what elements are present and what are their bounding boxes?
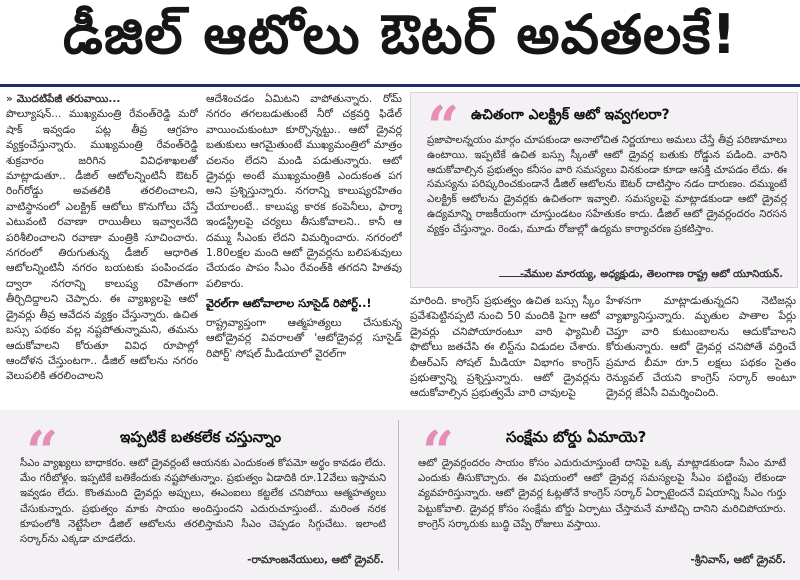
article-text-col3: మారింది. కాంగ్రెస్‌ ప్రభుత్వం ఉచిత బస్సు స్కీం ప్రవేశపెట్టినప్పటి నుంచి 50 మందికి పైగా ఆటో డ్రైవర్లు చనిపోయారంటూ వారి ఫ్యామిలీ ఫొటోలు జతచేసి ఈ లిస్ట్‌ను విడుదల చేశారు. బీఆర్‌ఎస్‌ సోషల్‌ మీడియా విభాగం కాంగ్రెస్‌ ప్రభుత్వాన్ని ప్రశ్నిస్తున్నారు. ఆటో డ్రైవర్లను ఆదుకోవాల్సిన ప్రభుత్వమే వారి చావులపై <box>410 295 600 400</box>
quote-box-top-title: ఉచితంగా ఎలక్ట్రిక్‌ ఆటో ఇవ్వగలరా? <box>471 107 670 123</box>
page-headline: డీజిల్ ఆటోలు ఔటర్ అవతలకే! <box>62 2 738 66</box>
bottom-divider <box>398 420 399 570</box>
headline-rule <box>0 84 800 87</box>
quote-icon: “ <box>427 94 460 160</box>
quote-box-right <box>406 414 794 576</box>
quote-box-left-signature: -రామాంజనేయులు, ఆటో డ్రైవర్‌. <box>247 554 384 566</box>
quote-icon: “ <box>26 419 59 485</box>
quote-box-top-body: ప్రజాపాలన్నయం మార్గం చూపకుండా అనాలోచిత నిర్ణయాలు అమలు చేస్తే తీవ్ర పరిణామాలు ఉంటాయి. ఇప్పటికే ఉచిత బస్సు స్కీంతో ఆటో డ్రైవర్ల బతుకు రోడ్డున పడింది. వారిని ఆదుకోవాల్సిన ప్రభుత్వం కనీసం వారి సమస్యలు వినకుండా కూడా ఆసక్తి చూపడం లేదు. ఈ సమస్యను పరిష్కరించకుండానే డీజిల్‌ ఆటోలను ఔటర్‌ దాటిస్తాం నడం దారుణం. దమ్ముంటే ఎలక్ట్రిక్‌ ఆటోలను డ్రైవర్లకు ఉచితంగా ఇవ్వాలి. సమస్యలపై మాట్లాడకుండా ఆటో డ్రైవర్ల ఉద్యమాన్ని రాజకీయంగా చూస్తుండటం సహేతుకం కాదు. డీజిల్‌ ఆటో డ్రైవర్లందరం నిరసన వ్యక్తం చేస్తున్నాం. రెండు, మూడు రోజుల్లో ఉద్యమ కార్యాచరణ ప్రకటిస్తాం. <box>427 134 787 235</box>
quote-box-left-body: సీఎం వ్యాఖ్యలు బాధాకరం. ఆటో డ్రైవర్లంటే ఆయనకు ఎందుకంత కోపమో అర్థం కావడం లేదు. మేం గరీబోళ్లం. ఇప్పటికే బతికేందుకు నష్టపోతున్నాం. ప్రభుత్వం ఏడాదికి రూ.12వేలు ఇస్తామని ఇవ్వడం లేదు. కొంతమంది డ్రైవర్లు అప్పులు, ఈఎంఐలు కట్టలేక చనిపోయి ఆత్మహత్యలు చేసుకున్నారు. ప్రభుత్వం మాకు సాయం అందిస్తుందని ఎదురుచూస్తుంటే.. మరింత నరక కూపంలోకి నెట్టేసేలా డీజిల్‌ ఆటోలను తరలిస్తామని సీఎం చెప్పడం సిగ్గుచేటు. ఇలాంటి సర్కార్‌ను ఎక్కడా చూడలేదు. <box>20 458 386 546</box>
article-column-4 <box>606 294 796 406</box>
quote-box-right-title: సంక్షేమ బోర్డు ఏమాయె? <box>506 428 647 446</box>
article-text-col1: పొల్యూషన్‌... ముఖ్యమంత్రి రేవంత్‌రెడ్డి మరో షాక్‌ ఇవ్వడం పట్ల తీవ్ర ఆగ్రహం వ్యక్తంచేస్తున్నారు. ముఖ్యమంత్రి రేవంత్‌రెడ్డి శుక్రవారం జరిగిన వివిధశాఖలతో మాట్లాడుతూ.. డీజిల్‌ ఆటోలన్నింటినీ ఔటర్‌ రింగ్‌రోడ్డు అవతలికి తరలించాలని, వాటిస్థానంలో ఎలక్ట్రిక్‌ ఆటోలు కొనుగోలు చేస్తే ఎటువంటి రవాణా రాయితీలు ఇవ్వాలనేది పరిశీలించాలని రవాణా మంత్రికి సూచించారు. నగరంలో తిరుగుతున్న డీజిల్‌ ఆధారిత ఆటోలన్నింటినీ నగరం బయటకు పంపించడం ద్వారా నగరాన్ని కాలుష్య రహితంగా తీర్చిదిద్దాలని చెప్పారు. ఈ వ్యాఖ్యలపై ఆటో డ్రైవర్లు తీవ్ర ఆవేదన వ్యక్తం చేస్తున్నారు. ఉచిత బస్సు పథకం వల్ల నష్టపోతున్నామని, తమను ఆదుకోవాలని కోరుతూ వివిధ రూపాల్లో ఆందోళన చేస్తుంటగా.. డీజిల్‌ ఆటోలను నగరం వెలుపలికి తరలించాలని <box>6 108 198 383</box>
article-column-2 <box>206 92 402 408</box>
article-kicker <box>6 92 198 107</box>
article-text-col2-bottom: రాష్ట్రవ్యాప్తంగా ఆత్మహత్యలు చేసుకున్న ఆటోడ్రైవర్ల వివరాలతో 'ఆటోడ్రైవర్ల సూసైడ్‌ రిపోర్ట్‌' సోషల్‌ మీడియాలో వైరల్‌గా <box>206 316 402 360</box>
quote-box-left-title: ఇప్పటికే బతకలేక చస్తున్నాం <box>120 428 282 446</box>
article-column-3 <box>410 294 600 406</box>
kicker-text: మొదటిపేజీ తరువాయి... <box>16 93 121 105</box>
quote-box-left <box>8 414 392 576</box>
article-text-col4: హేళనగా మాట్లాడుతున్నదని నెటిజన్లు వ్యాఖ్యానిస్తున్నారు. మృతుల పాతాల పేర్లు చెప్తూ వారి కుటుంబాలను ఆదుకోవాలని కోరుతున్నారు. ఆటో డ్రైవర్ల చనిపోతే వర్తించే ప్రమాద బీమా రూ.5 లక్షలు పథకం సైతం రెన్యువల్‌ చేయని కాంగ్రెస్‌ సర్కార్‌ అంటూ డ్రైవర్ల జేఏసీ విమర్శించింది. <box>606 295 796 400</box>
quote-icon: “ <box>422 419 455 485</box>
article-column-1 <box>6 92 198 408</box>
quote-box-top <box>410 92 798 288</box>
quote-box-right-signature: -శ్రీనివాస్‌, ఆటో డ్రైవర్‌. <box>690 554 786 566</box>
article-subhead: వైరల్‌గా ఆటోవాలాల సూసైడ్‌ రిపోర్ట్‌..! <box>206 297 372 311</box>
article-text-col2: ఆదేశించడం ఏమిటని వాపోతున్నారు. రోమ్‌ నగరం తగలబడుతుంటే నీరో చక్రవర్తి ఫిడేల్‌ వాయించుకుంటూ కూర్చొన్నట్టు.. ఆటో డ్రైవర్ల బతుకులు ఆగమైతుంటే ముఖ్యమంత్రిలో మాత్రం చలనం లేదని మండి పడుతున్నారు. ఆటో డ్రైవర్లు అంటే ముఖ్యమంత్రికి ఎందుకంత పగ అని ప్రశ్నిస్తున్నారు. నగరాన్ని కాలుష్యరహితం చేయాలంటే.. కాలుష్య కారక కంపెనీలు, ఫార్మా ఇండస్ట్రీలపై చర్యలు తీసుకోవాలని.. కానీ ఆ దమ్ము సీఎంకు లేదని విమర్శించారు. నగరంలో 1.80లక్షల మంది ఆటో డ్రైవర్లను బలిపశువులు చేయడం పాపం సీఎం రేవంత్‌కి తగదని హితవు పలికారు. <box>206 93 402 290</box>
arrow-right-icon: » <box>6 93 13 105</box>
quote-box-top-signature: -వేముల మారయ్య, అధ్యక్షుడు, తెలంగాణ రాష్ట్ర ఆటో యూనియన్‌. <box>520 269 783 280</box>
quote-box-right-body: ఆటో డ్రైవర్లందరం సాయం కోసం ఎదురుచూస్తుంటే దానిపై ఒక్క మాట్లాడకుండా సీఎం మాటే ఎందుకు తీసుకొచ్చారు. ఈ విషయంలో ఆటో డ్రైవర్ల సమస్యలపై సీఎం పట్టింపు లేకుండా వ్యవహరిస్తున్నారు. ఆటో డ్రైవర్ల ఓట్లతోనే కాంగ్రెస్‌ సర్కార్‌ ఏర్పాటైందనే విషయాన్ని సీఎం గుర్తు పెట్టుకోవాలి. డ్రైవర్ల కోసం సంక్షేమ బోర్డు ఏర్పాటు చేస్తామనే మాటిచ్చి దానిని మరిచిపోయారు. కాంగ్రెస్‌ సర్కారుకు బుద్ధి చెప్పే రోజులు వస్తాయి. <box>418 458 786 530</box>
